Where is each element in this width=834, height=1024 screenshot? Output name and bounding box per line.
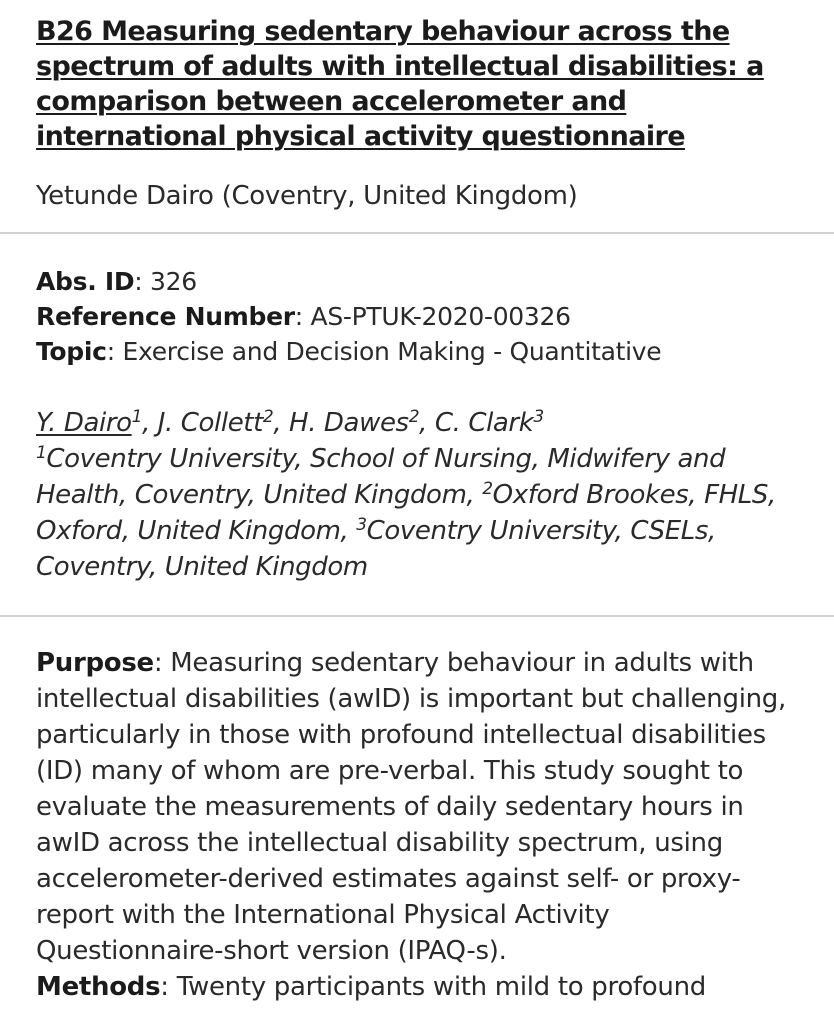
affiliation-text: Coventry University, CSELs, Coventry, United Kingdom bbox=[36, 516, 716, 582]
title-section bbox=[0, 0, 834, 234]
presenting-author: Y. Dairo bbox=[36, 408, 132, 438]
affiliation-sup: 2 bbox=[482, 479, 493, 499]
authors-affiliations bbox=[36, 405, 800, 585]
methods-text: : Twenty participants with mild to profound bbox=[160, 972, 706, 1002]
affiliation-sup: 3 bbox=[356, 515, 367, 535]
author-sup: 1 bbox=[131, 407, 143, 427]
author-name: , C. Clark bbox=[419, 408, 534, 438]
author-sup: 2 bbox=[408, 407, 420, 427]
affiliation-text: Oxford Brookes, FHLS, Oxford, United Kingdom, bbox=[36, 480, 776, 546]
reference-number-value: : AS-PTUK-2020-00326 bbox=[294, 302, 571, 331]
author-sup: 3 bbox=[533, 407, 544, 427]
topic-label: Topic bbox=[36, 337, 107, 366]
purpose-paragraph bbox=[36, 645, 800, 969]
purpose-text: : Measuring sedentary behaviour in adults with intellectual disabilities (awID) is important but challenging, particularly in those with profound intellectual disabilities (ID) many of whom are pre-verbal. This study sought to evaluate the measurements of daily sedentary hours in awID across the intellectual disability spectrum, using accelerometer-derived estimates against self- or proxy-report with the International Physical Activity Questionnaire-short version (IPAQ-s). bbox=[36, 648, 786, 966]
methods-paragraph bbox=[36, 969, 800, 1005]
metadata-section bbox=[0, 234, 834, 617]
methods-label: Methods bbox=[36, 972, 161, 1002]
abstract-body bbox=[0, 617, 834, 1005]
abstract-title-link[interactable]: B26 Measuring sedentary behaviour across the spectrum of adults with intellectual disabilities: a comparison between accelerometer and international physical activity questionnaire bbox=[36, 16, 764, 152]
abs-id-row bbox=[36, 264, 800, 299]
reference-number-row bbox=[36, 299, 800, 334]
author-name: , H. Dawes bbox=[273, 408, 409, 438]
affiliation-text: Coventry University, School of Nursing, Midwifery and Health, Coventry, United Kingdom, bbox=[36, 444, 726, 510]
abs-id-label: Abs. ID bbox=[36, 267, 135, 296]
affiliation-sup: 1 bbox=[36, 443, 47, 463]
topic-row bbox=[36, 334, 800, 369]
reference-number-label: Reference Number bbox=[36, 302, 295, 331]
author-name: , J. Collett bbox=[142, 408, 263, 438]
purpose-label: Purpose bbox=[36, 648, 154, 678]
topic-value: : Exercise and Decision Making - Quantitative bbox=[106, 337, 662, 366]
presenter-line: Yetunde Dairo (Coventry, United Kingdom) bbox=[36, 181, 578, 211]
abs-id-value: : 326 bbox=[134, 267, 197, 296]
author-sup: 2 bbox=[262, 407, 274, 427]
